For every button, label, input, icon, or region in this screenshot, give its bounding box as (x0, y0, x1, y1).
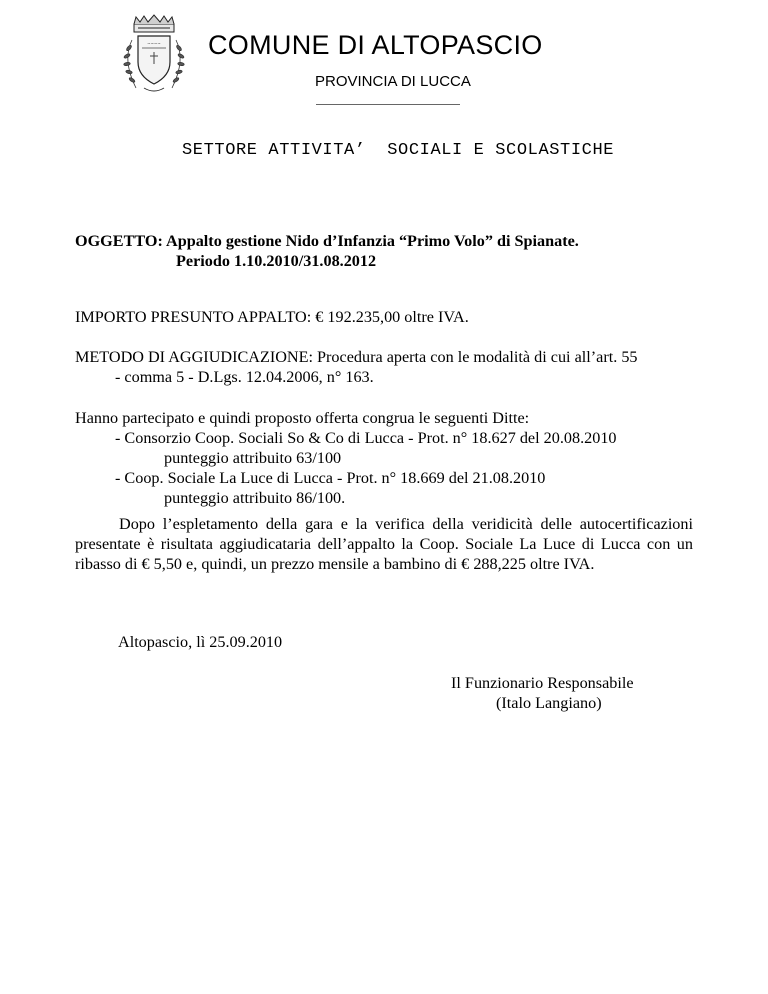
participant-name: - Consorzio Coop. Sociali So & Co di Lucca - Prot. n° 18.627 del 20.08.2010 (115, 429, 617, 447)
sector-heading: SETTORE ATTIVITA’ SOCIALI E SCOLASTICHE (182, 141, 615, 160)
header-divider (316, 104, 460, 105)
place-date: Altopascio, lì 25.09.2010 (118, 633, 283, 651)
participants-intro: Hanno partecipato e quindi proposto offerta congrua le seguenti Ditte: (75, 409, 530, 427)
subject-period: Periodo 1.10.2010/31.08.2012 (176, 252, 377, 270)
outcome-paragraph: Dopo l’espletamento della gara e la verifica della veridicità delle autocertificazioni presentate è risultata aggiudicataria dell’appalto la Coop. Sociale La Luce di Lucca con un ribasso di € 5,50 e, quindi, un prezzo mensile a bambino di € 288,225 oltre IVA. (75, 515, 693, 573)
participant-name: - Coop. Sociale La Luce di Lucca - Prot. n° 18.669 del 21.08.2010 (115, 469, 546, 487)
participant-score: punteggio attribuito 63/100 (164, 449, 342, 467)
province-subtitle: PROVINCIA DI LUCCA (315, 73, 471, 90)
svg-text:~~~~: ~~~~ (147, 41, 161, 46)
subject-text: Appalto gestione Nido d’Infanzia “Primo Volo” di Spianate. (166, 232, 579, 250)
contract-amount: IMPORTO PRESUNTO APPALTO: € 192.235,00 oltre IVA. (75, 308, 469, 326)
municipality-title: COMUNE DI ALTOPASCIO (208, 30, 543, 60)
subject-line-1 (75, 231, 579, 251)
municipal-crest-logo (114, 14, 194, 98)
signatory-name: (Italo Langiano) (496, 694, 602, 712)
participant-score: punteggio attribuito 86/100. (164, 489, 346, 507)
award-method-line-1: METODO DI AGGIUDICAZIONE: Procedura aperta con le modalità di cui all’art. 55 (75, 348, 638, 366)
award-method-line-2: - comma 5 - D.Lgs. 12.04.2006, n° 163. (115, 368, 374, 386)
subject-label: OGGETTO: (75, 232, 163, 250)
signatory-role: Il Funzionario Responsabile (451, 674, 634, 692)
